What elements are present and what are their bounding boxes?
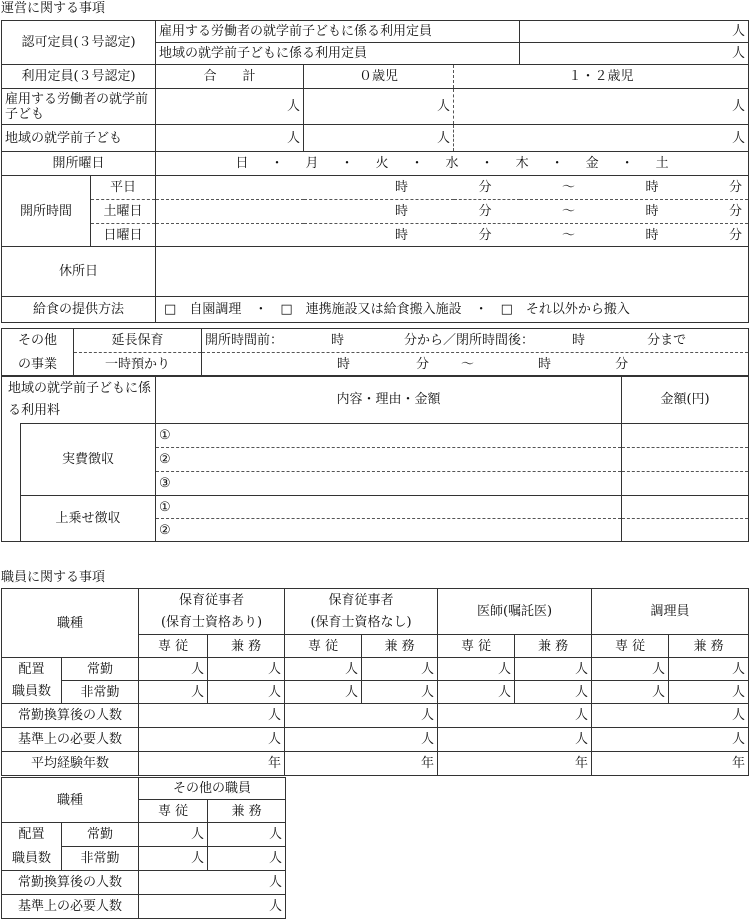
g1-jokin-senju[interactable]: 人: [139, 658, 208, 681]
jippi-amount3[interactable]: [622, 472, 749, 496]
g4-jokin-kenmu[interactable]: 人: [669, 658, 749, 681]
heikin-label: 平均経験年数: [2, 752, 139, 776]
operation-table: [1, 20, 749, 323]
g4-kansan[interactable]: 人: [592, 704, 749, 728]
group2-header: 保育従事者 (保育士資格なし): [285, 589, 438, 635]
sonota-table: [1, 328, 749, 377]
g1-hijokin-senju[interactable]: 人: [139, 681, 208, 704]
kaisho-jikan-label: 開所時間: [2, 176, 91, 247]
other-hijokin-senju[interactable]: 人: [139, 847, 208, 871]
jippi-amount1[interactable]: [622, 424, 749, 448]
g2-kijun[interactable]: 人: [285, 728, 438, 752]
riyou-row1-total[interactable]: 人: [156, 89, 304, 125]
other-haichi-label: 配置: [2, 823, 62, 847]
g4-kenmu: 兼 務: [669, 635, 749, 658]
g3-senju: 専 従: [438, 635, 515, 658]
other-kijun-label: 基準上の必要人数: [2, 895, 139, 919]
other-shokuinsu-label: 職員数: [2, 847, 62, 871]
uwanose-item2[interactable]: ②: [156, 519, 622, 542]
kijun-label: 基準上の必要人数: [2, 728, 139, 752]
g4-hijokin-senju[interactable]: 人: [592, 681, 669, 704]
ninka-row1-input[interactable]: 人: [520, 21, 749, 43]
uwanose-item1[interactable]: ①: [156, 496, 622, 519]
g1-kansan[interactable]: 人: [139, 704, 285, 728]
other-kansan-label: 常勤換算後の人数: [2, 871, 139, 895]
riyou-col-age12: １・２歳児: [454, 65, 749, 89]
riyou-col-total: 合 計: [156, 65, 304, 89]
ryokin-indent: [2, 424, 21, 542]
riyou-row1-label: 雇用する労働者の就学前子ども: [2, 89, 156, 125]
ryokin-col-amount: 金額(円): [622, 376, 749, 424]
kaisho-jikan-saturday: 土曜日: [91, 200, 156, 224]
ichiji-input[interactable]: 時 分 ～ 時 分: [202, 353, 749, 377]
g1-kenmu: 兼 務: [208, 635, 285, 658]
kaisho-jikan-saturday-input[interactable]: 時 分 ～ 時 分: [156, 200, 749, 224]
kyushoku-label: 給食の提供方法: [2, 297, 156, 323]
riyou-row2-age12[interactable]: 人: [454, 125, 749, 152]
kyusho-label: 休所日: [2, 247, 156, 297]
ninka-label: 認可定員(３号認定): [2, 21, 156, 65]
g1-senju: 専 従: [139, 635, 208, 658]
kaisho-jikan-sunday-input[interactable]: 時 分 ～ 時 分: [156, 224, 749, 247]
shokuinsu-label: 職員数: [2, 681, 62, 704]
kaisho-youbi-label: 開所曜日: [2, 152, 156, 176]
encho-input[interactable]: 開所時間前： 時 分から／閉所時間後： 時 分まで: [202, 329, 749, 353]
kyushoku-options[interactable]: □ 自園調理 ・ □ 連携施設又は給食搬入施設 ・ □ それ以外から搬入: [156, 297, 749, 323]
other-kijun[interactable]: 人: [139, 895, 286, 919]
g3-jokin-senju[interactable]: 人: [438, 658, 515, 681]
kaisho-youbi-days[interactable]: 日 ・ 月 ・ 火 ・ 水 ・ 木 ・ 金 ・ 土: [156, 152, 749, 176]
kansan-label: 常勤換算後の人数: [2, 704, 139, 728]
g1-hijokin-kenmu[interactable]: 人: [208, 681, 285, 704]
kyusho-input[interactable]: [156, 247, 749, 297]
uwanose-amount1[interactable]: [622, 496, 749, 519]
other-kenmu: 兼 務: [208, 800, 286, 823]
g3-jokin-kenmu[interactable]: 人: [515, 658, 592, 681]
riyou-row2-label: 地域の就学前子ども: [2, 125, 156, 152]
other-senju: 専 従: [139, 800, 208, 823]
other-hijokin-label: 非常勤: [62, 847, 139, 871]
kaisho-jikan-weekday: 平日: [91, 176, 156, 200]
other-jokin-label: 常勤: [62, 823, 139, 847]
g1-jokin-kenmu[interactable]: 人: [208, 658, 285, 681]
g2-senju: 専 従: [285, 635, 362, 658]
ryokin-table: [1, 375, 749, 542]
jippi-item1[interactable]: ①: [156, 424, 622, 448]
riyou-col-age0: ０歳児: [304, 65, 454, 89]
riyou-row2-total[interactable]: 人: [156, 125, 304, 152]
ichiji-label: 一時預かり: [74, 353, 202, 377]
riyou-label: 利用定員(３号認定): [2, 65, 156, 89]
jippi-item2[interactable]: ②: [156, 448, 622, 472]
uwanose-label: 上乗せ徴収: [21, 496, 156, 542]
riyou-row1-age0[interactable]: 人: [304, 89, 454, 125]
g2-heikin[interactable]: 年: [285, 752, 438, 776]
kaisho-jikan-weekday-input[interactable]: 時 分 ～ 時 分: [156, 176, 749, 200]
jippi-amount2[interactable]: [622, 448, 749, 472]
riyou-row1-age12[interactable]: 人: [454, 89, 749, 125]
other-shokushu-label: 職種: [2, 778, 139, 823]
other-hijokin-kenmu[interactable]: 人: [208, 847, 286, 871]
sonota-label2: の事業: [2, 353, 74, 377]
jippi-label: 実費徴収: [21, 424, 156, 496]
uwanose-amount2[interactable]: [622, 519, 749, 542]
g4-heikin[interactable]: 年: [592, 752, 749, 776]
jippi-item3[interactable]: ③: [156, 472, 622, 496]
g1-heikin[interactable]: 年: [139, 752, 285, 776]
group3-header: 医師(嘱託医): [438, 589, 592, 635]
g4-jokin-senju[interactable]: 人: [592, 658, 669, 681]
g1-kijun[interactable]: 人: [139, 728, 285, 752]
haichi-label: 配置: [2, 658, 62, 681]
ryokin-col-content: 内容・理由・金額: [156, 376, 622, 424]
g3-heikin[interactable]: 年: [438, 752, 592, 776]
g4-senju: 専 従: [592, 635, 669, 658]
g3-kansan[interactable]: 人: [438, 704, 592, 728]
section1-title: 運営に関する事項: [1, 1, 106, 16]
ninka-row2-input[interactable]: 人: [520, 43, 749, 65]
sonota-label1: その他: [2, 329, 74, 353]
staff-table: [1, 588, 749, 776]
other-jokin-kenmu[interactable]: 人: [208, 823, 286, 847]
section2-title: 職員に関する事項: [1, 570, 106, 585]
staff-shokushu-label: 職種: [2, 589, 139, 658]
hijokin-label: 非常勤: [62, 681, 139, 704]
g2-hijokin-senju[interactable]: 人: [285, 681, 362, 704]
g3-kenmu: 兼 務: [515, 635, 592, 658]
g2-hijokin-kenmu[interactable]: 人: [362, 681, 438, 704]
g2-jokin-kenmu[interactable]: 人: [362, 658, 438, 681]
other-kansan[interactable]: 人: [139, 871, 286, 895]
ninka-row1-label: 雇用する労働者の就学前子どもに係る利用定員: [156, 21, 520, 43]
ninka-row2-label: 地域の就学前子どもに係る利用定員: [156, 43, 520, 65]
riyou-row2-age0[interactable]: 人: [304, 125, 454, 152]
encho-label: 延長保育: [74, 329, 202, 353]
g2-jokin-senju[interactable]: 人: [285, 658, 362, 681]
g3-kijun[interactable]: 人: [438, 728, 592, 752]
other-header: その他の職員: [139, 778, 286, 800]
other-jokin-senju[interactable]: 人: [139, 823, 208, 847]
group4-header: 調理員: [592, 589, 749, 635]
g4-kijun[interactable]: 人: [592, 728, 749, 752]
kaisho-jikan-sunday: 日曜日: [91, 224, 156, 247]
g3-hijokin-kenmu[interactable]: 人: [515, 681, 592, 704]
ryokin-label: 地域の就学前子どもに係る利用料: [2, 376, 156, 424]
group1-header: 保育従事者 (保育士資格あり): [139, 589, 285, 635]
g2-kenmu: 兼 務: [362, 635, 438, 658]
jokin-label: 常勤: [62, 658, 139, 681]
g2-kansan[interactable]: 人: [285, 704, 438, 728]
other-staff-table: [1, 777, 286, 919]
g3-hijokin-senju[interactable]: 人: [438, 681, 515, 704]
g4-hijokin-kenmu[interactable]: 人: [669, 681, 749, 704]
